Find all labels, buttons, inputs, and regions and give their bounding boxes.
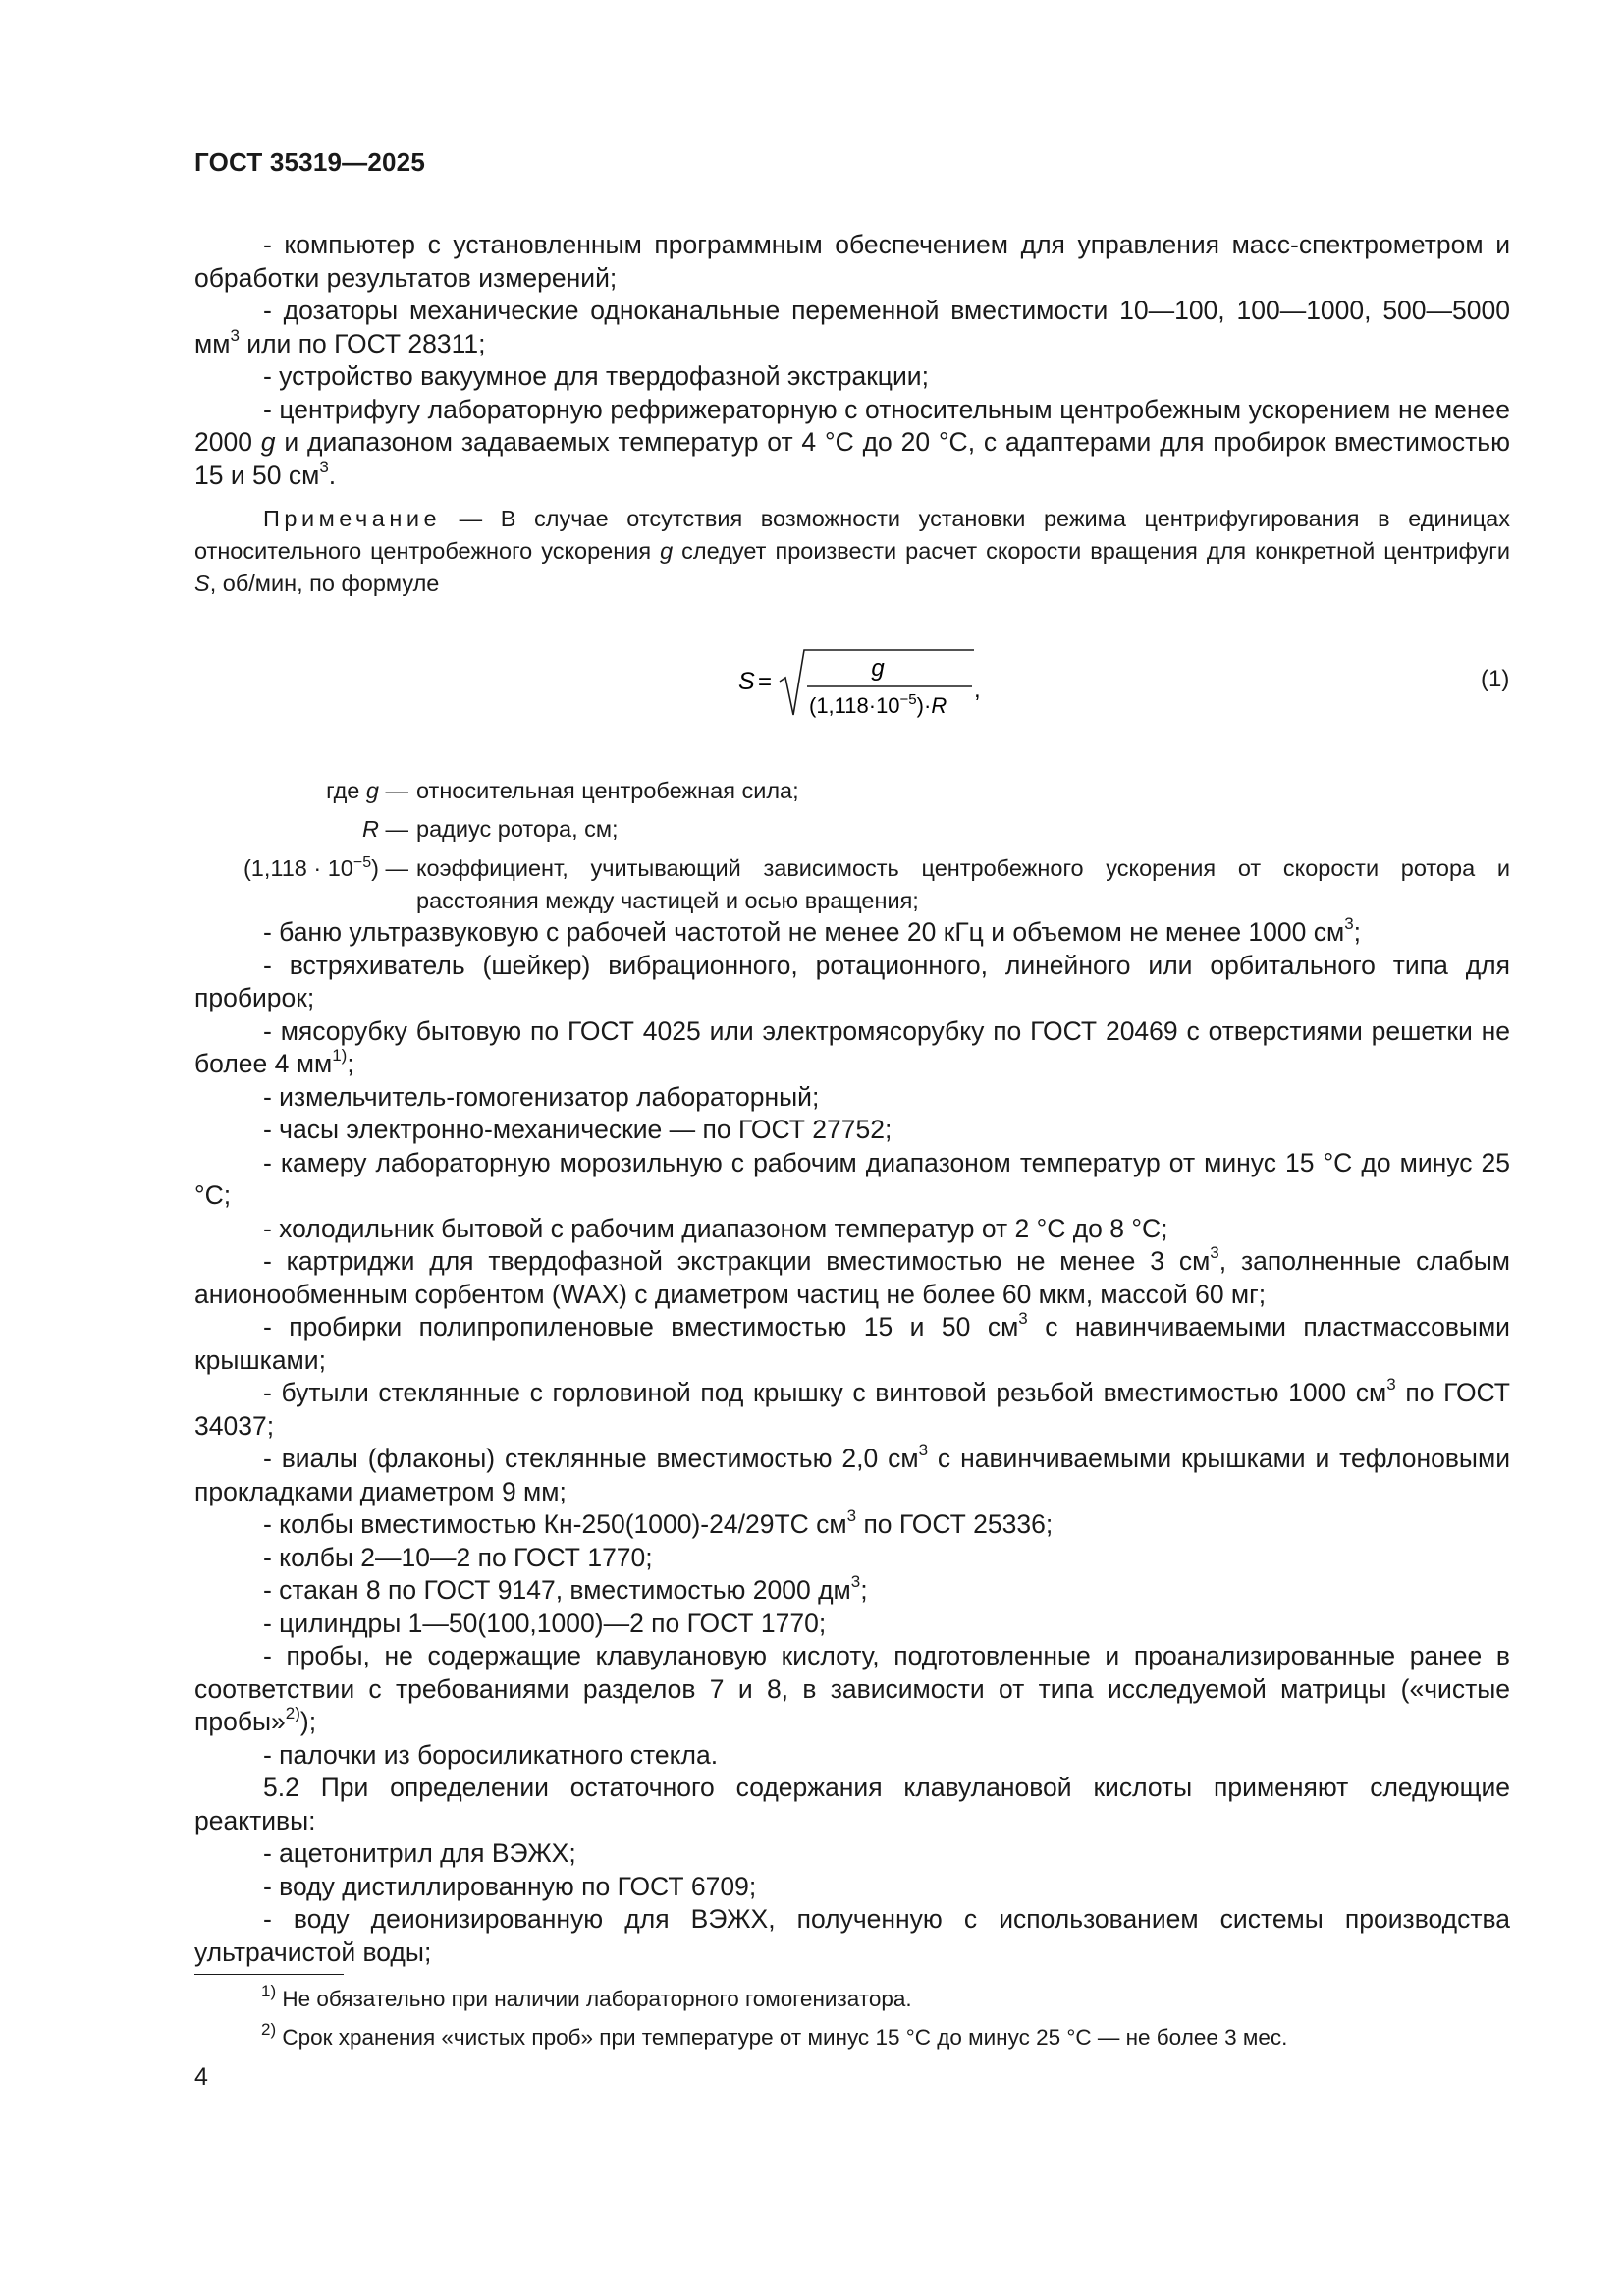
equipment-list-1-item: - центрифугу лабораторную рефрижераторную с относительным центробежным ускорением не менее 2000 g и диапазоном задаваемых температур от 4 °С до 20 °С, с адаптерами для пробирок вместимостью 15 и 50 $см^3$. xyxy=(194,394,1510,490)
footnote-2: $^{2)}$ Срок хранения «чистых проб» при температуре от минус 15 °С до минус 25 °С — не более 3 мес. xyxy=(261,2019,1288,2050)
equipment-list-1-item: - компьютер с установленным программным обеспечением для управления масс-спектрометром и обработки результатов измерений; xyxy=(194,230,1510,293)
note-text-2: следует произвести расчет скорости вращения для конкретной центрифуги xyxy=(673,538,1510,564)
equipment-list-2-item: - палочки из боросиликатного стекла. xyxy=(263,1739,719,1770)
document-header: ГОСТ 35319—2025 xyxy=(194,147,425,177)
equipment-list-2-item: - бутыли стеклянные с горловиной под крышку с винтовой резьбой вместимостью 1000 $см^3$ по ГОСТ 34037; xyxy=(194,1375,1510,1441)
equipment-list-2-item: - встряхиватель (шейкер) вибрационного, ротационного, линейного или орбитального типа для пробирок; xyxy=(194,950,1510,1012)
equipment-list-2-item: 5.2 При определении остаточного содержания клавулановой кислоты применяют следующие реактивы: xyxy=(194,1773,1510,1835)
equipment-list-1-item: - дозаторы механические одноканальные переменной вместимости 10—100, 100—1000, 500—5000 $мм^3$ или по ГОСТ 28311; xyxy=(194,296,1510,358)
equipment-list-2-item: - воду деионизированную для ВЭЖХ, полученную с использованием системы производства ультрачистой воды; xyxy=(194,1904,1510,1967)
equipment-list-2-item: - стакан 8 по ГОСТ 9147, вместимостью 2000 $дм^3$; xyxy=(263,1572,868,1605)
equipment-list-2-item: - цилиндры 1—50(100,1000)—2 по ГОСТ 1770; xyxy=(263,1608,827,1638)
equipment-list-2-item: - виалы (флаконы) стеклянные вместимостью 2,0 $см^3$ с навинчиваемыми крышками и тефлоновыми прокладками диаметром 9 мм; xyxy=(194,1441,1510,1506)
formula-eq: = xyxy=(758,669,773,695)
equipment-list-2-item: - мясорубку бытовую по ГОСТ 4025 или электромясорубку по ГОСТ 20469 с отверстиями решетки не более 4 $мм^{1)}$; xyxy=(194,1015,1510,1078)
equipment-list-part2 xyxy=(194,916,1510,1969)
equipment-list-2-item: - пробы, не содержащие клавулановую кислоту, подготовленные и проанализированные ранее в соответствии с требованиями разделов 7 и 8, в зависимости от типа исследуемой матрицы («чистые пробы»$^{2)}$); xyxy=(194,1641,1510,1736)
equipment-list-part1 xyxy=(194,229,1510,492)
where-g-symbol: где g — xyxy=(326,778,408,803)
equipment-list-2-item: - колбы вместимостью Кн-250(1000)-24/29ТС $см^3$ по ГОСТ 25336; xyxy=(263,1506,1054,1539)
equipment-list-2-item: - камеру лабораторную морозильную с рабочим диапазоном температур от минус 15 °С до минус 25 °С; xyxy=(194,1147,1510,1210)
note-label: Примечание xyxy=(263,506,442,531)
where-k-text: коэффициент, учитывающий зависимость центробежного ускорения от скорости ротора и расстояния между частицей и осью вращения; xyxy=(416,855,1510,913)
where-r-symbol: R — xyxy=(361,816,408,842)
equipment-list-2-item: - колбы 2—10—2 по ГОСТ 1770; xyxy=(263,1542,653,1572)
equipment-list-2-item: - ацетонитрил для ВЭЖХ; xyxy=(263,1838,576,1868)
equipment-list-2-item: - холодильник бытовой с рабочим диапазоном температур от 2 °С до 8 °С; xyxy=(263,1213,1168,1243)
equipment-list-2-item: - картриджи для твердофазной экстракции вместимостью не менее 3 $см^3$, заполненные слабым анионообменным сорбентом (WAX) с диаметром частиц не более 60 мкм, массой 60 мг; xyxy=(194,1243,1511,1309)
equipment-list-2-item: - измельчитель-гомогенизатор лабораторный; xyxy=(263,1081,820,1112)
where-r-text: радиус ротора, см; xyxy=(416,816,619,842)
note-paragraph xyxy=(194,503,1510,600)
note-text-3: , об/мин, по формуле xyxy=(209,571,440,596)
formula-1 xyxy=(727,638,982,727)
equipment-list-1-item: - устройство вакуумное для твердофазной экстракции; xyxy=(263,361,929,391)
where-k-symbol: $(1,118 \cdot 10^{-5})$ — xyxy=(243,854,408,881)
note-symbol-g: g xyxy=(660,538,674,564)
formula-number: (1) xyxy=(1481,666,1510,692)
formula-comma: , xyxy=(974,677,981,703)
equipment-list-2-item: - пробирки полипропиленовые вместимостью 15 и 50 $см^3$ с навинчиваемыми пластмассовыми крышками; xyxy=(194,1309,1510,1375)
footnote-separator xyxy=(194,1974,344,1975)
equipment-list-2-item: - воду дистиллированную по ГОСТ 6709; xyxy=(263,1871,757,1901)
page-number: 4 xyxy=(194,2063,208,2091)
formula-denominator: $(1,118\cdot 10^{-5})\cdot R$ xyxy=(809,691,947,718)
where-g-text: относительная центробежная сила; xyxy=(416,778,799,803)
note-text-1: — В случае отсутствия возможности установки режима центрифугирования в единицах относительного центробежного ускорения xyxy=(194,506,1510,564)
note-symbol-s: S xyxy=(194,571,210,596)
formula-lhs: S xyxy=(738,668,755,695)
formula-numerator: g xyxy=(871,655,885,682)
equipment-list-2-item: - часы электронно-механические — по ГОСТ 27752; xyxy=(263,1115,893,1144)
equipment-list-2-item: - баню ультразвуковую с рабочей частотой не менее 20 кГц и объемом не менее 1000 $см^3$; xyxy=(263,914,1362,947)
footnote-1: $^{1)}$ Не обязательно при наличии лабораторного гомогенизатора. xyxy=(261,1981,912,2011)
